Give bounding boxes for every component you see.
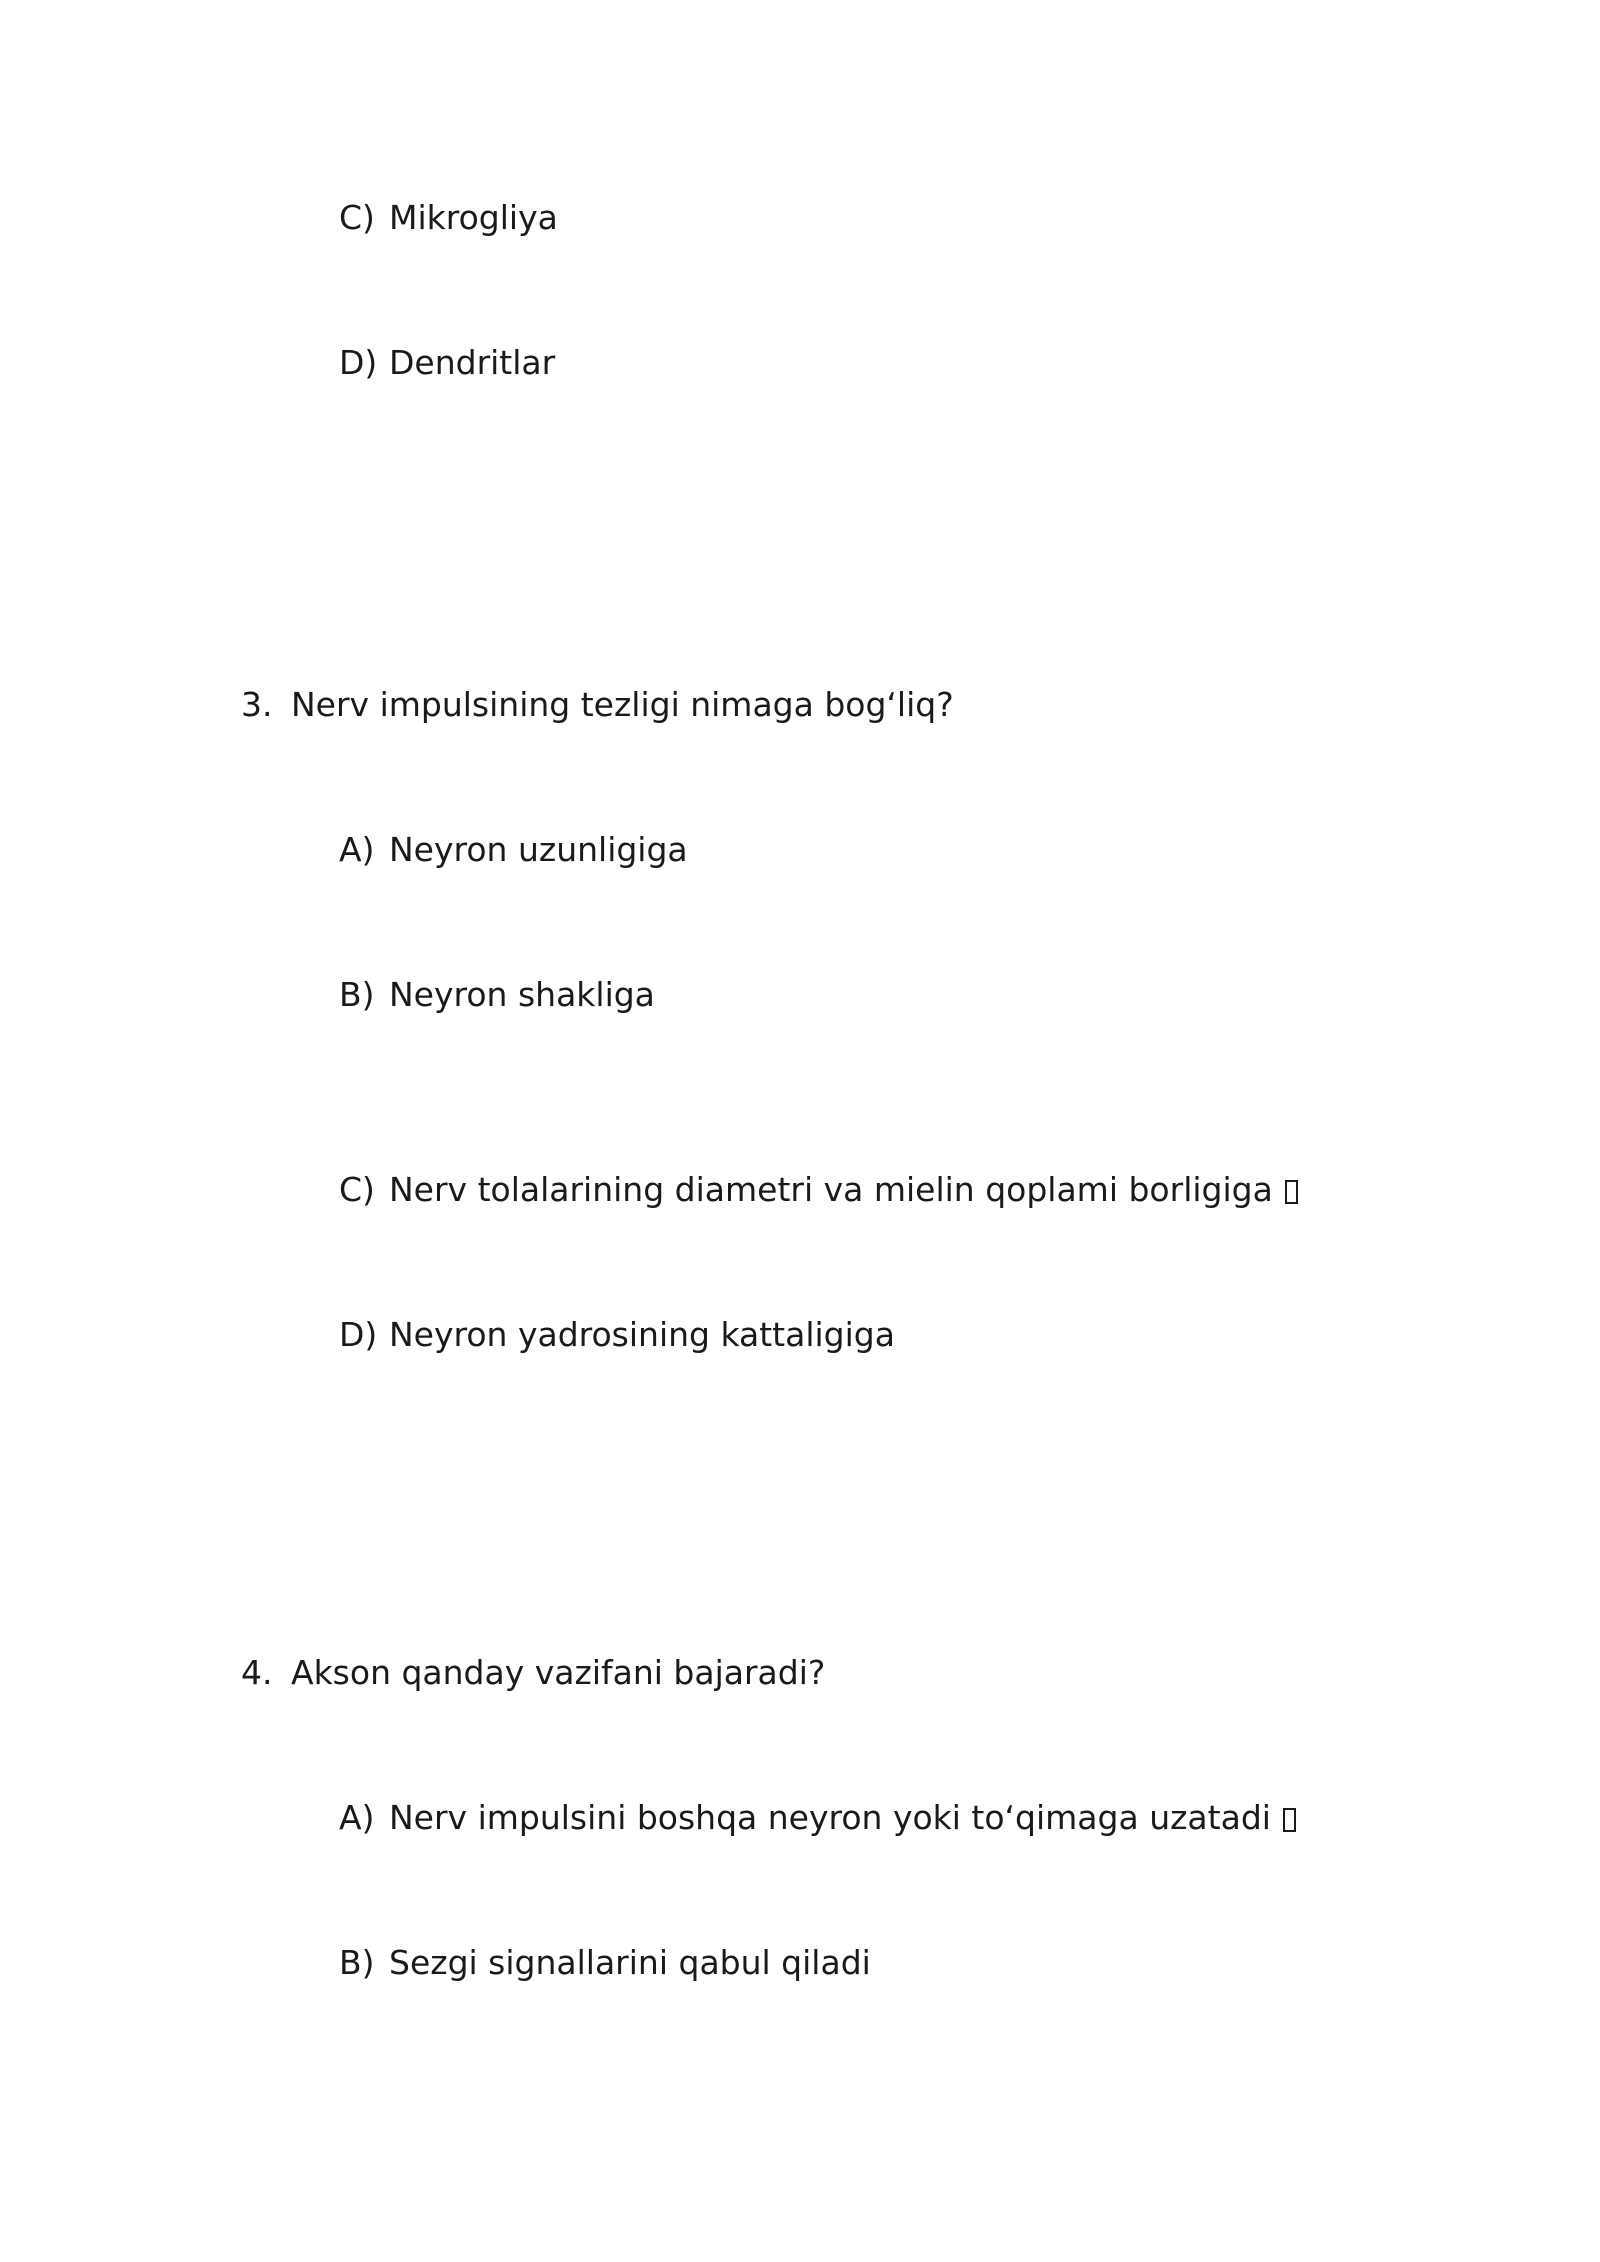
option-text: Sezgi signallarini qabul qiladi: [389, 1943, 871, 1982]
option-letter: A): [339, 1798, 375, 1837]
option-text: Nerv tolalarining diametri va mielin qoplami borligiga: [389, 1170, 1273, 1209]
option-3c: [339, 1168, 1298, 1212]
question-text: Nerv impulsining tezligi nimaga bog‘liq?: [291, 685, 954, 724]
option-letter: B): [339, 975, 375, 1014]
option-3b: [339, 973, 655, 1017]
question-text: Akson qanday vazifani bajaradi?: [291, 1653, 826, 1692]
option-prev-c: [339, 196, 558, 240]
option-letter: A): [339, 830, 375, 869]
option-letter: D): [339, 343, 378, 382]
option-text: Nerv impulsini boshqa neyron yoki to‘qimaga uzatadi: [389, 1798, 1271, 1837]
option-text: Neyron shakliga: [389, 975, 655, 1014]
question-number: 4.: [241, 1653, 273, 1692]
option-letter: C): [339, 198, 375, 237]
option-4a: [339, 1796, 1296, 1840]
option-3d: [339, 1313, 895, 1357]
option-text: Dendritlar: [389, 343, 556, 382]
missing-glyph-icon: [1285, 1180, 1298, 1204]
question-4: [241, 1651, 825, 1695]
option-text: Mikrogliya: [389, 198, 558, 237]
question-3: [241, 683, 954, 727]
option-letter: B): [339, 1943, 375, 1982]
option-3a: [339, 828, 688, 872]
option-letter: C): [339, 1170, 375, 1209]
option-text: Neyron uzunligiga: [389, 830, 688, 869]
missing-glyph-icon: [1283, 1808, 1296, 1832]
option-text: Neyron yadrosining kattaligiga: [389, 1315, 895, 1354]
option-letter: D): [339, 1315, 378, 1354]
option-4b: [339, 1941, 871, 1985]
question-number: 3.: [241, 685, 273, 724]
option-prev-d: [339, 341, 555, 385]
